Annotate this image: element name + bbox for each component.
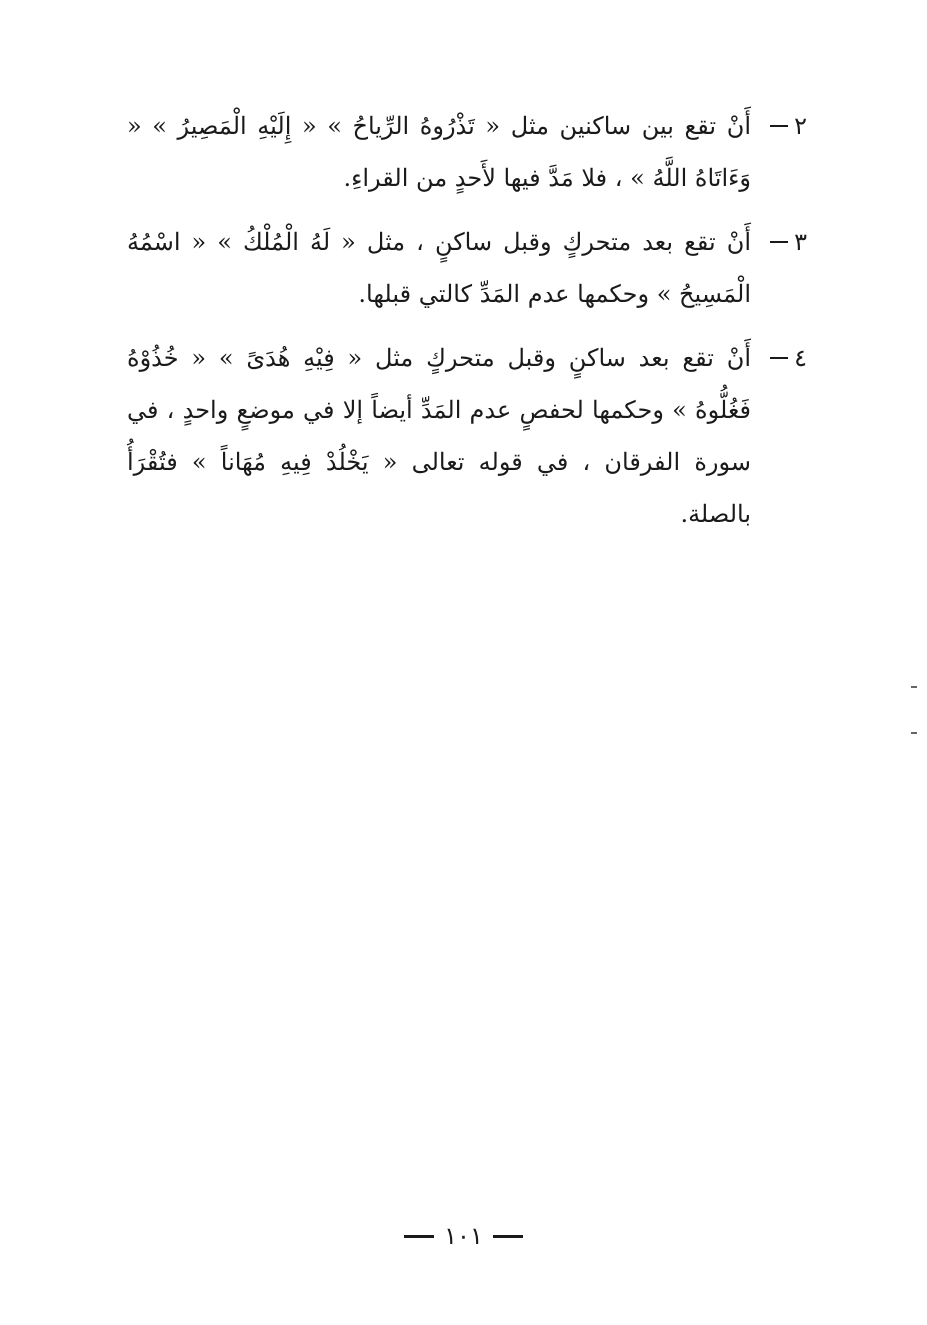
item-marker xyxy=(751,216,807,268)
dash-separator xyxy=(770,357,788,359)
list-item-2 xyxy=(127,100,807,204)
item-number: ٤ xyxy=(794,344,807,372)
scan-speck xyxy=(911,686,917,688)
page-footer xyxy=(0,1220,927,1252)
dash-separator xyxy=(770,241,788,243)
item-marker xyxy=(751,100,807,152)
page-number: ١٠١ xyxy=(444,1222,483,1250)
list-item-3 xyxy=(127,216,807,320)
item-text: أَنْ تقع بين ساكنين مثل « تَذْرُوهُ الرِّياحُ » « إِلَيْهِ الْمَصِيرُ » « وَءَاتَاهُ اللَّهُ » ، فلا مَدَّ فيها لأَحدٍ من القراءِ. xyxy=(127,112,751,192)
item-text: أَنْ تقع بعد متحركٍ وقبل ساكنٍ ، مثل « لَهُ الْمُلْكُ » « اسْمُهُ الْمَسِيحُ » وحكمها عدم المَدِّ كالتي قبلها. xyxy=(127,228,751,308)
scan-specks xyxy=(907,0,927,1325)
item-number: ٣ xyxy=(794,228,807,256)
item-marker xyxy=(751,332,807,384)
main-text xyxy=(127,100,807,552)
scan-speck xyxy=(911,732,917,734)
item-text: أَنْ تقع بعد ساكنٍ وقبل متحركٍ مثل « فِيْهِ هُدَىً » « خُذُوْهُ فَغُلُّوهُ » وحكمها لحفصٍ عدم المَدِّ أيضاً إلا في موضعٍ واحدٍ ، في سورة الفرقان ، في قوله تعالى « يَخْلُدْ فِيهِ مُهَاناً » فتُقْرَأُ بالصلة. xyxy=(127,344,751,528)
footer-dash-right xyxy=(493,1235,523,1238)
dash-separator xyxy=(770,125,788,127)
list-item-4 xyxy=(127,332,807,540)
footer-dash-left xyxy=(404,1235,434,1238)
item-number: ٢ xyxy=(794,112,807,140)
